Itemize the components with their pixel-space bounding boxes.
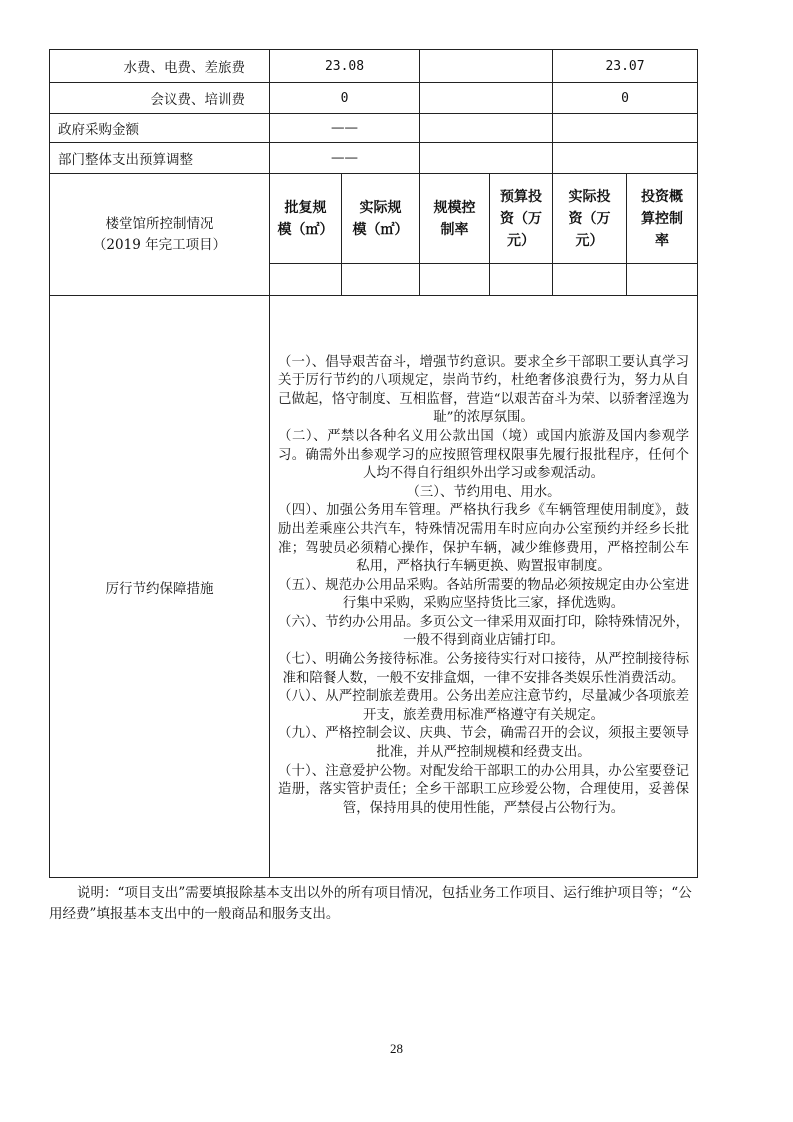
budget-table	[49, 49, 698, 878]
measure-paragraph: （三）、节约用电、用水。	[406, 484, 561, 500]
value-cell	[420, 50, 553, 83]
measures-content	[270, 296, 698, 878]
row-label: 会议费、培训费	[50, 83, 270, 114]
header-investment-control-rate: 投资概 算控制 率	[627, 174, 698, 264]
measure-paragraph: （六）、节约办公用品。多页公文一律采用双面打印，除特殊情况外，一般不得到商业店铺打印。	[278, 614, 690, 649]
measure-paragraph: （四）、加强公务用车管理。严格执行我乡《车辆管理使用制度》，鼓励出差乘座公共汽车，特殊情况需用车时应向办公室预约并经乡长批准；驾驶员必须精心操作，保护车辆，减少维修费用，严格控制公车私用，严格执行车辆更换、购置报审制度。	[278, 503, 690, 575]
header-scale-control-rate: 规模控 制率	[420, 174, 490, 264]
empty-cell	[553, 264, 627, 296]
measure-paragraph: （七）、明确公务接待标准。公务接待实行对口接待，从严控制接待标准和陪餐人数，一般不安排盒烟，一律不安排各类娱乐性消费活动。	[278, 652, 690, 686]
measure-paragraph: （五）、规范办公用品采购。各站所需要的物品必须按规定由办公室进行集中采购，采购应坚持货比三家，择优选购。	[278, 577, 690, 612]
page-number: 28	[390, 1041, 403, 1056]
empty-cell	[553, 143, 698, 174]
empty-cell	[490, 264, 553, 296]
measure-paragraph: （九）、严格控制会议、庆典、节会，确需召开的会议，须报主要领导批准，并从严控制规模和经费支出。	[278, 726, 690, 761]
empty-cell	[342, 264, 420, 296]
row-building-header	[50, 174, 698, 264]
value-cell	[420, 83, 553, 114]
value-cell: ——	[270, 143, 420, 174]
header-budget-investment: 预算投 资（万 元）	[490, 174, 553, 264]
value-cell: 23.08	[270, 50, 420, 83]
footnote: 说明：“项目支出”需要填报除基本支出以外的所有项目情况，包括业务工作项目、运行维护项目等；“公用经费”填报基本支出中的一般商品和服务支出。	[49, 885, 692, 922]
row-adjustment	[50, 143, 698, 174]
row-label: 部门整体支出预算调整	[50, 143, 270, 174]
value-cell: 23.07	[553, 50, 698, 83]
building-label	[50, 174, 270, 296]
header-approved-scale: 批复规 模（㎡）	[270, 174, 342, 264]
row-label: 水费、电费、差旅费	[50, 50, 270, 83]
measure-paragraph: （一）、倡导艰苦奋斗，增强节约意识。要求全乡干部职工要认真学习关于厉行节约的八项规定，崇尚节约，杜绝奢侈浪费行为，努力从自己做起，恪守制度、互相监督，营造“以艰苦奋斗为荣、以骄奢淫逸为耻”的浓厚氛围。	[278, 354, 690, 426]
row-meetings	[50, 83, 698, 114]
empty-cell	[420, 114, 553, 143]
empty-cell	[420, 264, 490, 296]
measure-paragraph: （十）、注意爱护公物。对配发给干部职工的办公用具，办公室要登记造册，落实管护责任；全乡干部职工应珍爱公物，合理使用，妥善保管，保持用具的使用性能，严禁侵占公物行为。	[278, 763, 690, 816]
empty-cell	[627, 264, 698, 296]
empty-cell	[553, 114, 698, 143]
row-procurement	[50, 114, 698, 143]
measures-label: 厉行节约保障措施	[50, 296, 270, 878]
measure-paragraph: （二）、严禁以各种名义用公款出国（境）或国内旅游及国内参观学习。确需外出参观学习的应按照管理权限事先履行报批程序，任何个人均不得自行组织外出学习或参观活动。	[278, 428, 690, 482]
header-actual-scale: 实际规 模（㎡）	[342, 174, 420, 264]
empty-cell	[270, 264, 342, 296]
value-cell: 0	[270, 83, 420, 114]
building-label-line2: （2019 年完工项目）	[92, 236, 227, 253]
empty-cell	[420, 143, 553, 174]
value-cell: ——	[270, 114, 420, 143]
value-cell: 0	[553, 83, 698, 114]
row-label: 政府采购金额	[50, 114, 270, 143]
row-utilities	[50, 50, 698, 83]
measure-paragraph: （八）、从严控制旅差费用。公务出差应注意节约，尽量减少各项旅差开支，旅差费用标准严格遵守有关规定。	[278, 689, 690, 723]
building-label-line1: 楼堂馆所控制情况	[105, 215, 214, 232]
row-measures	[50, 296, 698, 878]
header-actual-investment: 实际投 资（万 元）	[553, 174, 627, 264]
